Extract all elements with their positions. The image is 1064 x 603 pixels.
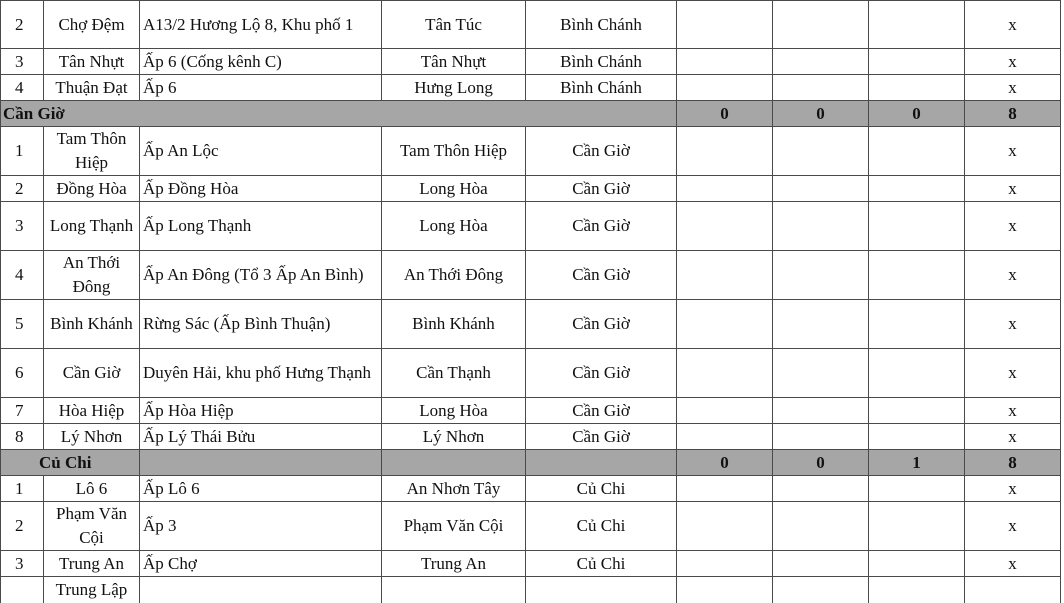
table-row — [1, 424, 1061, 450]
empty-cell[interactable] — [869, 176, 965, 202]
site-district[interactable] — [526, 577, 677, 603]
empty-cell[interactable] — [677, 424, 773, 450]
empty-cell[interactable] — [773, 176, 869, 202]
site-district[interactable]: Cần Giờ — [526, 424, 677, 450]
site-district[interactable]: Cần Giờ — [526, 176, 677, 202]
site-district[interactable]: Cần Giờ — [526, 127, 677, 176]
row-number[interactable]: 7 — [1, 398, 44, 424]
table-row — [1, 49, 1061, 75]
site-district[interactable]: Cần Giờ — [526, 398, 677, 424]
empty-cell[interactable] — [677, 476, 773, 502]
empty-cell[interactable] — [677, 49, 773, 75]
table-row — [1, 300, 1061, 349]
empty-cell[interactable] — [869, 300, 965, 349]
group-count-1[interactable]: 0 — [677, 450, 773, 476]
site-address[interactable]: Ấp Hòa Hiệp — [140, 398, 382, 424]
row-number[interactable]: 8 — [1, 424, 44, 450]
table-row — [1, 202, 1061, 251]
site-address[interactable]: Ấp Chợ — [140, 551, 382, 577]
site-name[interactable]: Chợ Đệm — [44, 1, 140, 49]
empty-cell[interactable] — [526, 450, 677, 476]
empty-cell[interactable] — [677, 398, 773, 424]
site-address[interactable]: Ấp An Lộc — [140, 127, 382, 176]
site-name[interactable]: Lô 6 — [44, 476, 140, 502]
empty-cell[interactable] — [869, 1, 965, 49]
table-row — [1, 1, 1061, 49]
site-ward[interactable]: Long Hòa — [382, 176, 526, 202]
row-number[interactable]: 4 — [1, 251, 44, 300]
site-ward[interactable]: Long Hòa — [382, 202, 526, 251]
site-name[interactable]: An Thới Đông — [44, 251, 140, 300]
site-address[interactable]: Ấp Đồng Hòa — [140, 176, 382, 202]
site-name[interactable]: Bình Khánh — [44, 300, 140, 349]
table-row — [1, 127, 1061, 176]
empty-cell[interactable] — [677, 577, 773, 603]
empty-cell[interactable] — [869, 476, 965, 502]
row-number[interactable]: 2 — [1, 176, 44, 202]
empty-cell[interactable] — [773, 300, 869, 349]
table-row — [1, 349, 1061, 398]
row-number[interactable]: 2 — [1, 1, 44, 49]
site-ward[interactable]: Phạm Văn Cội — [382, 502, 526, 551]
site-mark[interactable]: x — [965, 49, 1061, 75]
empty-cell[interactable] — [382, 450, 526, 476]
site-name[interactable]: Lý Nhơn — [44, 424, 140, 450]
site-address[interactable]: Ấp 6 — [140, 75, 382, 101]
table-row — [1, 75, 1061, 101]
empty-cell[interactable] — [773, 424, 869, 450]
empty-cell[interactable] — [677, 75, 773, 101]
empty-cell[interactable] — [677, 300, 773, 349]
empty-cell[interactable] — [773, 349, 869, 398]
group-count-3[interactable]: 1 — [869, 450, 965, 476]
group-count-3[interactable]: 0 — [869, 101, 965, 127]
table-row — [1, 398, 1061, 424]
site-mark[interactable]: x — [965, 551, 1061, 577]
empty-cell[interactable] — [773, 502, 869, 551]
empty-cell[interactable] — [869, 349, 965, 398]
site-ward[interactable] — [382, 577, 526, 603]
site-name[interactable]: Long Thạnh — [44, 202, 140, 251]
site-mark[interactable]: x — [965, 176, 1061, 202]
site-address[interactable]: Ấp An Đông (Tổ 3 Ấp An Bình) — [140, 251, 382, 300]
empty-cell[interactable] — [773, 202, 869, 251]
group-count-2[interactable]: 0 — [773, 450, 869, 476]
site-name[interactable]: Hòa Hiệp — [44, 398, 140, 424]
site-district[interactable]: Cần Giờ — [526, 251, 677, 300]
group-count-4[interactable]: 8 — [965, 101, 1061, 127]
row-number[interactable]: 3 — [1, 49, 44, 75]
site-mark[interactable] — [965, 577, 1061, 603]
site-mark[interactable]: x — [965, 398, 1061, 424]
site-ward[interactable]: Hưng Long — [382, 75, 526, 101]
empty-cell[interactable] — [869, 424, 965, 450]
empty-cell[interactable] — [677, 1, 773, 49]
site-mark[interactable]: x — [965, 1, 1061, 49]
group-name[interactable]: Củ Chi — [1, 450, 140, 476]
site-name[interactable]: Thuận Đạt — [44, 75, 140, 101]
site-mark[interactable]: x — [965, 75, 1061, 101]
empty-cell[interactable] — [773, 551, 869, 577]
site-mark[interactable]: x — [965, 251, 1061, 300]
site-name[interactable]: Đồng Hòa — [44, 176, 140, 202]
site-district[interactable]: Cần Giờ — [526, 202, 677, 251]
empty-cell[interactable] — [773, 251, 869, 300]
empty-cell[interactable] — [677, 551, 773, 577]
site-mark[interactable]: x — [965, 476, 1061, 502]
site-name[interactable]: Trung An — [44, 551, 140, 577]
site-ward[interactable]: Tam Thôn Hiệp — [382, 127, 526, 176]
site-ward[interactable]: Trung An — [382, 551, 526, 577]
site-address[interactable]: Ấp Lô 6 — [140, 476, 382, 502]
empty-cell[interactable] — [140, 450, 382, 476]
row-number[interactable]: 5 — [1, 300, 44, 349]
site-district[interactable]: Bình Chánh — [526, 75, 677, 101]
site-ward[interactable]: Tân Túc — [382, 1, 526, 49]
empty-cell[interactable] — [869, 551, 965, 577]
site-mark[interactable]: x — [965, 424, 1061, 450]
empty-cell[interactable] — [869, 398, 965, 424]
site-district[interactable]: Cần Giờ — [526, 349, 677, 398]
group-count-1[interactable]: 0 — [677, 101, 773, 127]
group-count-4[interactable]: 8 — [965, 450, 1061, 476]
site-address[interactable] — [140, 577, 382, 603]
row-number[interactable]: 4 — [1, 75, 44, 101]
empty-cell[interactable] — [869, 49, 965, 75]
empty-cell[interactable] — [773, 127, 869, 176]
empty-cell[interactable] — [773, 75, 869, 101]
site-name[interactable]: Phạm Văn Cội — [44, 502, 140, 551]
site-mark[interactable]: x — [965, 202, 1061, 251]
site-ward[interactable]: Cần Thạnh — [382, 349, 526, 398]
row-number[interactable]: 3 — [1, 202, 44, 251]
empty-cell[interactable] — [773, 49, 869, 75]
table-row — [1, 502, 1061, 551]
group-row-can-gio — [1, 101, 1061, 127]
table-row — [1, 251, 1061, 300]
empty-cell[interactable] — [869, 577, 965, 603]
empty-cell[interactable] — [773, 398, 869, 424]
group-row-cu-chi — [1, 450, 1061, 476]
site-mark[interactable]: x — [965, 300, 1061, 349]
row-number[interactable]: 2 — [1, 502, 44, 551]
row-number[interactable]: 3 — [1, 551, 44, 577]
site-mark[interactable]: x — [965, 349, 1061, 398]
empty-cell[interactable] — [677, 502, 773, 551]
empty-cell[interactable] — [869, 202, 965, 251]
site-name[interactable]: Tam Thôn Hiệp — [44, 127, 140, 176]
site-name[interactable]: Cần Giờ — [44, 349, 140, 398]
site-address[interactable]: Ấp Lý Thái Bửu — [140, 424, 382, 450]
site-ward[interactable]: Bình Khánh — [382, 300, 526, 349]
empty-cell[interactable] — [869, 127, 965, 176]
site-mark[interactable]: x — [965, 127, 1061, 176]
group-count-2[interactable]: 0 — [773, 101, 869, 127]
table-row — [1, 551, 1061, 577]
empty-cell[interactable] — [869, 251, 965, 300]
site-ward[interactable]: An Thới Đông — [382, 251, 526, 300]
empty-cell[interactable] — [773, 476, 869, 502]
site-ward[interactable]: An Nhơn Tây — [382, 476, 526, 502]
empty-cell[interactable] — [869, 502, 965, 551]
empty-cell[interactable] — [677, 176, 773, 202]
site-ward[interactable]: Tân Nhựt — [382, 49, 526, 75]
table-row — [1, 577, 1061, 603]
empty-cell[interactable] — [677, 349, 773, 398]
site-address[interactable]: A13/2 Hương Lộ 8, Khu phố 1 — [140, 1, 382, 49]
site-name[interactable]: Tân Nhựt — [44, 49, 140, 75]
site-district[interactable]: Củ Chi — [526, 476, 677, 502]
empty-cell[interactable] — [869, 75, 965, 101]
group-name[interactable]: Cần Giờ — [1, 101, 677, 127]
site-district[interactable]: Cần Giờ — [526, 300, 677, 349]
site-mark[interactable]: x — [965, 502, 1061, 551]
empty-cell[interactable] — [773, 1, 869, 49]
site-ward[interactable]: Lý Nhơn — [382, 424, 526, 450]
empty-cell[interactable] — [677, 251, 773, 300]
site-district[interactable]: Bình Chánh — [526, 1, 677, 49]
table-row — [1, 176, 1061, 202]
row-number[interactable] — [1, 577, 44, 603]
empty-cell[interactable] — [773, 577, 869, 603]
site-address[interactable]: Duyên Hải, khu phố Hưng Thạnh — [140, 349, 382, 398]
empty-cell[interactable] — [677, 202, 773, 251]
table-row — [1, 476, 1061, 502]
row-number[interactable]: 6 — [1, 349, 44, 398]
site-address[interactable]: Ấp Long Thạnh — [140, 202, 382, 251]
row-number[interactable]: 1 — [1, 127, 44, 176]
site-district[interactable]: Củ Chi — [526, 551, 677, 577]
row-number[interactable]: 1 — [1, 476, 44, 502]
empty-cell[interactable] — [677, 127, 773, 176]
site-address[interactable]: Ấp 3 — [140, 502, 382, 551]
site-district[interactable]: Bình Chánh — [526, 49, 677, 75]
site-address[interactable]: Rừng Sác (Ấp Bình Thuận) — [140, 300, 382, 349]
site-ward[interactable]: Long Hòa — [382, 398, 526, 424]
site-name[interactable]: Trung Lập — [44, 577, 140, 603]
site-address[interactable]: Ấp 6 (Cống kênh C) — [140, 49, 382, 75]
site-district[interactable]: Củ Chi — [526, 502, 677, 551]
